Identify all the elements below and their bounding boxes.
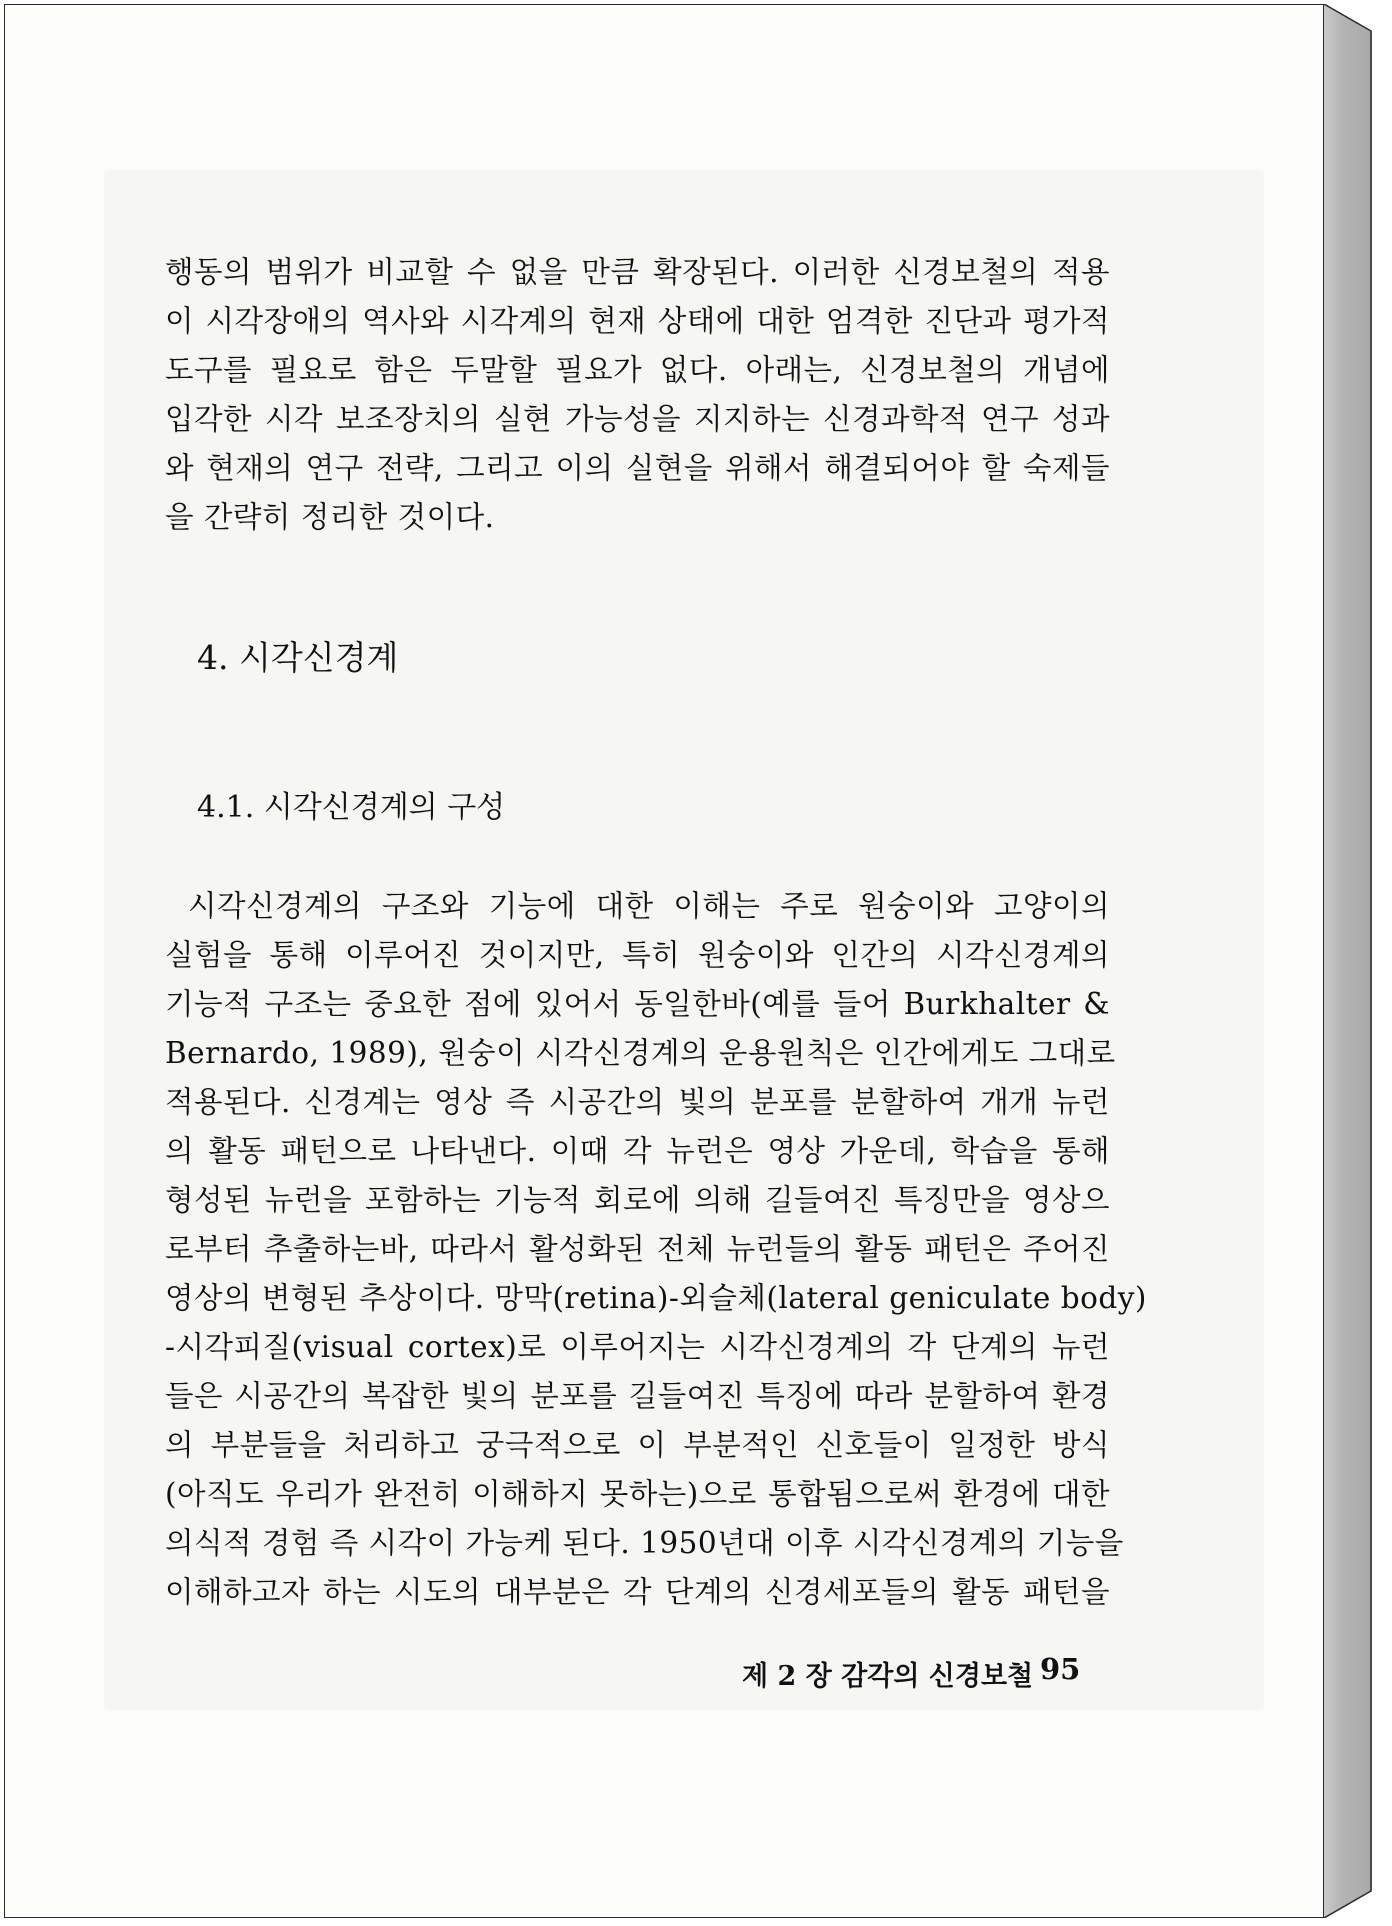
paragraph-1-line-2: 이 시각장애의 역사와 시각계의 현재 상태에 대한 엄격한 진단과 평가적 [165,304,1110,338]
paragraph-2-line-1: 시각신경계의 구조와 기능에 대한 이해는 주로 원숭이와 고양이의 [188,889,1110,923]
paragraph-2-line-2: 실험을 통해 이루어진 것이지만, 특히 원숭이와 인간의 시각신경계의 [165,938,1110,972]
paragraph-1-line-5: 와 현재의 연구 전략, 그리고 이의 실현을 위해서 해결되어야 할 숙제들 [165,451,1110,485]
subsection-heading: 4.1. 시각신경계의 구성 [197,790,506,825]
book-spine-edge [1324,4,1372,1918]
paragraph-1-line-1: 행동의 범위가 비교할 수 없을 만큼 확장된다. 이러한 신경보철의 적용 [165,255,1110,289]
paragraph-2-line-11: 들은 시공간의 복잡한 빛의 분포를 길들여진 특징에 따라 분할하여 환경 [165,1379,1110,1413]
paragraph-1-line-3: 도구를 필요로 함은 두말할 필요가 없다. 아래는, 신경보철의 개념에 [165,353,1110,387]
page-number: 95 [1040,1652,1081,1686]
paragraph-2-line-12: 의 부분들을 처리하고 궁극적으로 이 부분적인 신호들이 일정한 방식 [165,1428,1110,1462]
paragraph-2-line-10: -시각피질(visual cortex)로 이루어지는 시각신경계의 각 단계의 뉴런 [165,1330,1110,1364]
paragraph-2-line-14: 의식적 경험 즉 시각이 가능케 된다. 1950년대 이후 시각신경계의 기능을 [165,1526,1124,1560]
paragraph-2-line-9: 영상의 변형된 추상이다. 망막(retina)-외슬체(lateral geniculate body) [165,1281,1147,1315]
paragraph-2-line-4: Bernardo, 1989), 원숭이 시각신경계의 운용원칙은 인간에게도 그대로 [165,1036,1116,1070]
section-heading: 4. 시각신경계 [197,638,399,677]
paragraph-2-line-15: 이해하고자 하는 시도의 대부분은 각 단계의 신경세포들의 활동 패턴을 [165,1575,1110,1609]
paragraph-2-line-8: 로부터 추출하는바, 따라서 활성화된 전체 뉴런들의 활동 패턴은 주어진 [165,1232,1110,1266]
paragraph-1-line-4: 입각한 시각 보조장치의 실현 가능성을 지지하는 신경과학적 연구 성과 [165,402,1110,436]
paragraph-2-line-7: 형성된 뉴런을 포함하는 기능적 회로에 의해 길들여진 특징만을 영상으 [165,1183,1110,1217]
paragraph-2-line-13: (아직도 우리가 완전히 이해하지 못하는)으로 통합됨으로써 환경에 대한 [165,1477,1110,1511]
paragraph-2-line-6: 의 활동 패턴으로 나타낸다. 이때 각 뉴런은 영상 가운데, 학습을 통해 [165,1134,1110,1168]
paragraph-1-line-6: 을 간략히 정리한 것이다. [165,500,495,534]
paragraph-2-line-3: 기능적 구조는 중요한 점에 있어서 동일한바(예를 들어 Burkhalter & [165,987,1110,1021]
running-footer-chapter: 제 2 장 감각의 신경보철 [742,1661,1034,1692]
paragraph-2-line-5: 적용된다. 신경계는 영상 즉 시공간의 빛의 분포를 분할하여 개개 뉴런 [165,1085,1110,1119]
